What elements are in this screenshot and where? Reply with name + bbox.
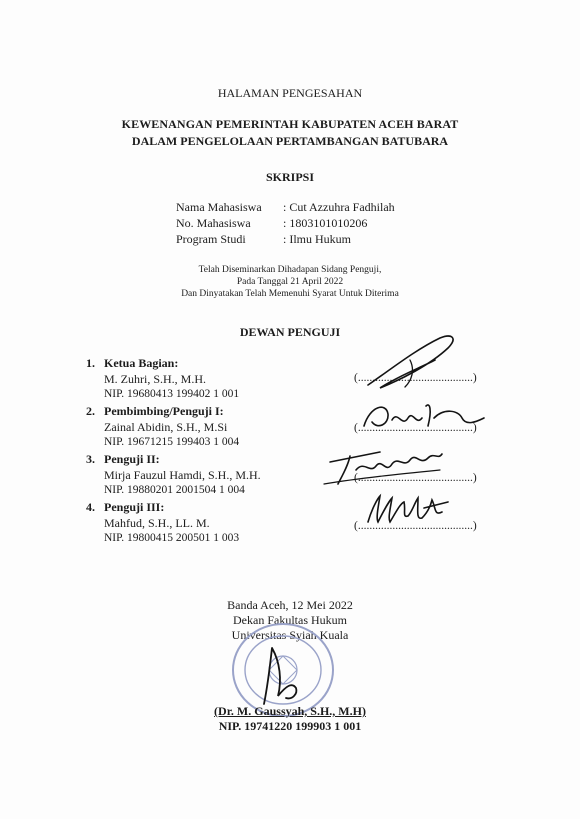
member1-number: 1. [86, 356, 95, 370]
member4-signature-line: (........................................) [354, 520, 477, 532]
seminar-line3: Dan Dinyatakan Telah Memenuhi Syarat Untuk Diterima [181, 289, 399, 299]
study-program-value: : Ilmu Hukum [283, 232, 351, 246]
member1-name: M. Zuhri, S.H., M.H. [104, 372, 207, 386]
thesis-title-line2: DALAM PENGELOLAAN PERTAMBANGAN BATUBARA [131, 134, 449, 148]
dean-position: Dekan Fakultas Hukum [233, 613, 347, 627]
member1-signature-line: (........................................) [354, 372, 477, 384]
member3-nip: NIP. 19880201 2001504 1 004 [104, 484, 245, 496]
student-number-label: No. Mahasiswa [176, 216, 251, 230]
member4-role: Penguji III: [104, 500, 165, 514]
dean-name-text: (Dr. M. Gaussyah, S.H., M.H) [214, 704, 366, 718]
page-heading: HALAMAN PENGESAHAN [217, 86, 363, 100]
student-name-value: : Cut Azzuhra Fadhilah [283, 200, 395, 214]
member3-name: Mirja Fauzul Hamdi, S.H., M.H. [104, 468, 261, 482]
member2-name: Zainal Abidin, S.H., M.Si [104, 420, 228, 434]
member4-name: Mahfud, S.H., LL. M. [104, 516, 210, 530]
member3-signature-line: (........................................) [354, 472, 477, 484]
member2-number: 2. [86, 404, 95, 418]
member3-signature [320, 440, 450, 490]
member2-role: Pembimbing/Penguji I: [104, 404, 224, 418]
dean-nip: NIP. 19741220 199903 1 001 [218, 719, 362, 733]
study-program-label: Program Studi [176, 232, 246, 246]
member2-signature [358, 396, 488, 440]
member3-number: 3. [86, 452, 95, 466]
member4-number: 4. [86, 500, 95, 514]
thesis-title-line1: KEWENANGAN PEMERINTAH KABUPATEN ACEH BARAT [121, 117, 459, 131]
member4-nip: NIP. 19800415 200501 1 003 [104, 532, 240, 544]
seminar-date: Pada Tanggal 21 April 2022 [236, 277, 344, 287]
member4-signature [362, 488, 452, 530]
member1-nip: NIP. 19680413 199402 1 001 [104, 388, 240, 400]
university-name: Universitas Syiah Kuala [231, 628, 349, 642]
student-number-value: : 1803101010206 [283, 216, 368, 230]
member1-role: Ketua Bagian: [104, 356, 179, 370]
member1-signature [360, 330, 465, 392]
dean-signature [252, 642, 312, 708]
seminar-line1: Telah Diseminarkan Dihadapan Sidang Penguji, [198, 265, 382, 275]
member2-nip: NIP. 19671215 199403 1 004 [104, 436, 240, 448]
member3-role: Penguji II: [104, 452, 160, 466]
member2-signature-line: (........................................) [354, 422, 477, 434]
document-type: SKRIPSI [265, 170, 315, 184]
place-date: Banda Aceh, 12 Mei 2022 [227, 598, 353, 612]
dean-name [0, 704, 580, 719]
board-title: DEWAN PENGUJI [239, 325, 341, 339]
student-name-label: Nama Mahasiswa [176, 200, 262, 214]
